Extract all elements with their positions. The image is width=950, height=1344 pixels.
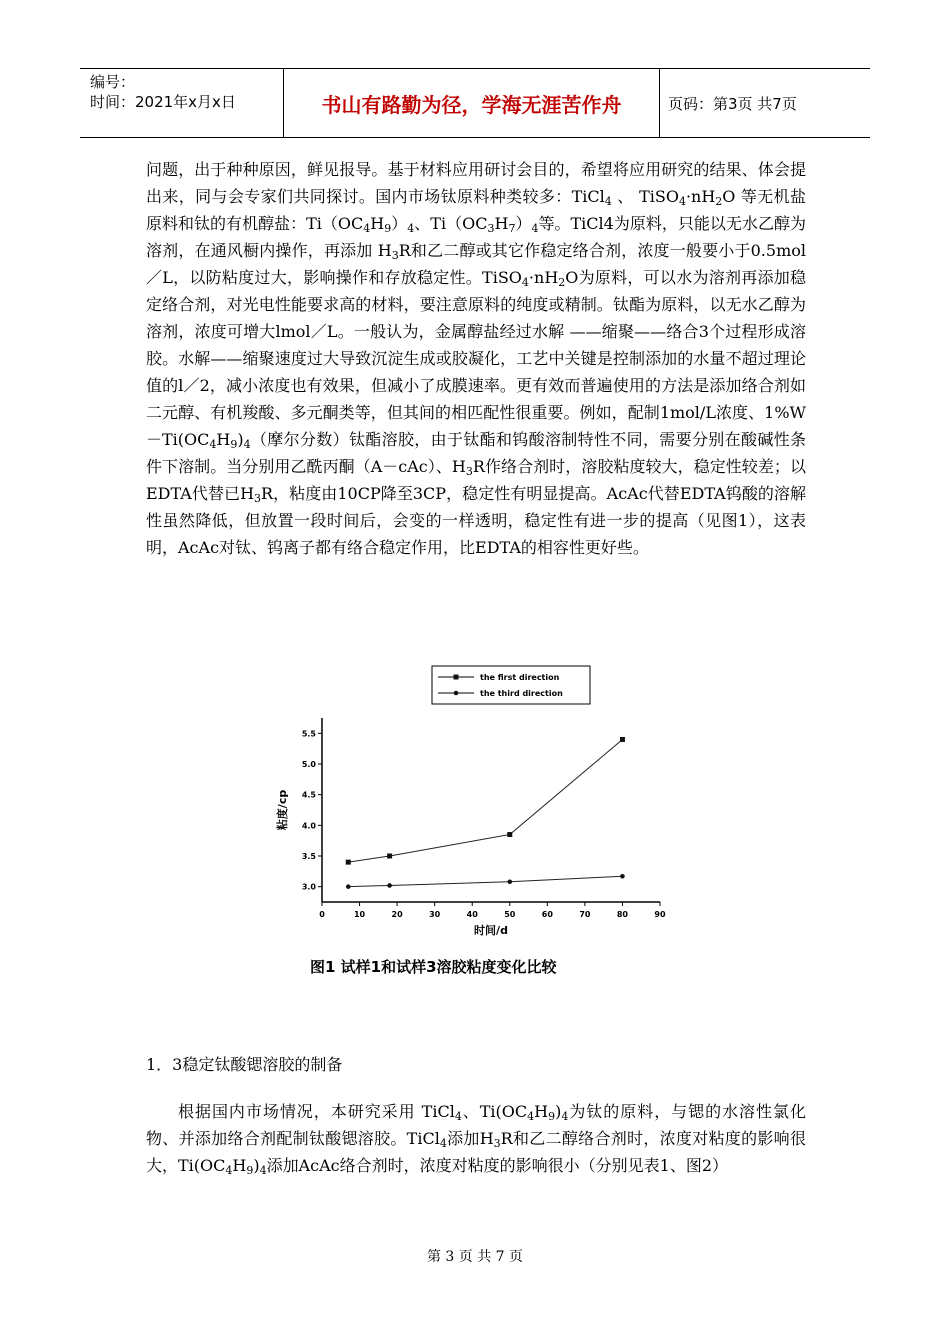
- y-tick-label: 5.5: [301, 729, 316, 739]
- legend-label: the first direction: [480, 673, 560, 682]
- x-tick-label: 10: [353, 910, 366, 919]
- data-point-circle: [620, 874, 625, 879]
- figure-caption: 图1 试样1和试样3溶胶粘度变化比较: [310, 958, 557, 976]
- y-tick-label: 5.0: [301, 760, 316, 769]
- x-tick-label: 50: [504, 910, 516, 919]
- paragraph-1: 问题，出于种种原因，鲜见报导。基于材料应用研讨会目的，希望将应用研究的结果、体会提出来，同与会专家们共同探讨。国内市场钛原料种类较多：TiCl$_4$ 、 $TiSO_4\cdot nH_2O$ 等无机盐原料和钛的有机醇盐：$Ti(OC_4H_9)_4$、$Ti(OC_3H_7)_4$等。TiCl4为原料，只能以无水乙醇为溶剂，在通风橱内操作，再添加 $H_3R$和乙二醇或其它作稳定络合剂，浓度一般要小于0.5mol／L，以防粘度过大，影响操作和存放稳定性。$TiSO_4\cdot nH_2O$为原料，可以水为溶剂再添加稳定络合剂，对光电性能要求高的材料，要注意原料的纯度或精制。钛酯为原料，以无水乙醇为溶剂，浓度可增大lmol／L。一般认为，金属醇盐经过水解 ——缩聚——络合3个过程形成溶胶。水解——缩聚速度过大导致沉淀生成或胶凝化，工艺中关键是控制添加的水量不超过理论值的l／2，减小浓度也有效果，但减小了成膜速率。更有效而普遍使用的方法是添加络合剂如二元醇、有机羧酸、多元酮类等，但其间的相匹配性很重要。例如，配制1mol/L浓度、$1\%W-Ti(OC_4H_9)_4$（摩尔分数）钛酯溶胶，由于钛酯和钨酸溶制特性不同，需要分别在酸碱性条件下溶制。当分别用乙酰丙酮（A－cAc）、$H_3R$作络合剂时，溶胶粘度较大，稳定性较差；以EDTA代替已$H_3R$，粘度由10CP降至3CP，稳定性有明显提高。AcAc代替EDTA钨酸的溶解性虽然降低，但放置一段时间后，会变的一样透明，稳定性有进一步的提高（见图1），这表明，AcAc对钛、钨离子都有络合稳定作用，比EDTA的相容性更好些。: [146, 160, 806, 557]
- data-point-square: [507, 832, 512, 837]
- header-number-label: 编号：: [90, 73, 136, 91]
- x-tick-label: 0: [319, 910, 325, 919]
- legend-marker-square: [454, 675, 459, 680]
- y-axis-label: 粘度/cp: [276, 789, 289, 831]
- header-motto-cell: [284, 69, 660, 137]
- chart-axes: [275, 718, 666, 937]
- data-point-square: [620, 737, 625, 742]
- x-tick-label: 40: [466, 910, 478, 919]
- page-footer: 第 3 页 共 7 页: [426, 1249, 524, 1265]
- section-title: 1．3稳定钛酸锶溶胶的制备: [146, 1055, 343, 1074]
- header-time-label: 时间：2021年x月x日: [90, 93, 236, 111]
- x-tick-label: 90: [654, 910, 666, 919]
- header-page-info: 页码：第3页 共7页: [668, 94, 797, 113]
- data-point-circle: [346, 884, 351, 889]
- x-axis-label: 时间/d: [474, 924, 508, 937]
- x-tick-label: 20: [391, 910, 403, 919]
- data-point-circle: [507, 879, 512, 884]
- x-tick-label: 60: [541, 910, 553, 919]
- y-tick-label: 4.0: [301, 821, 316, 831]
- header-motto: 书山有路勤为径，学海无涯苦作舟: [321, 92, 622, 117]
- y-tick-label: 4.5: [301, 790, 316, 800]
- figure-1: [270, 660, 690, 990]
- chart-legend: [432, 666, 590, 704]
- data-point-square: [346, 860, 351, 865]
- y-tick-label: 3.5: [301, 852, 316, 861]
- header-meta: [80, 69, 284, 137]
- legend-box: [432, 666, 590, 704]
- data-point-square: [387, 854, 392, 859]
- x-tick-label: 30: [429, 910, 441, 919]
- data-point-circle: [387, 883, 392, 888]
- y-tick-label: 3.0: [301, 882, 316, 892]
- page-header: [80, 68, 870, 138]
- legend-marker-circle: [454, 691, 459, 696]
- series-line: [348, 739, 622, 862]
- x-tick-label: 80: [616, 910, 629, 919]
- legend-label: the third direction: [480, 689, 563, 698]
- paragraph-2: 根据国内市场情况，本研究采用 TiCl$_4$、$Ti(OC_4H_9)_4$为钛的原料，与锶的水溶性氯化物、并添加络合剂配制钛酸锶溶胶。TiCl$_4$添加$H_3R$和乙二醇络合剂时，浓度对粘度的影响很大，$Ti(OC_4H_9)_4$添加AcAc络合剂时，浓度对粘度的影响很小（分别见表1、图2）: [146, 1102, 806, 1177]
- viscosity-chart: [270, 660, 690, 950]
- x-tick-label: 70: [579, 910, 591, 919]
- chart-series: [346, 737, 625, 889]
